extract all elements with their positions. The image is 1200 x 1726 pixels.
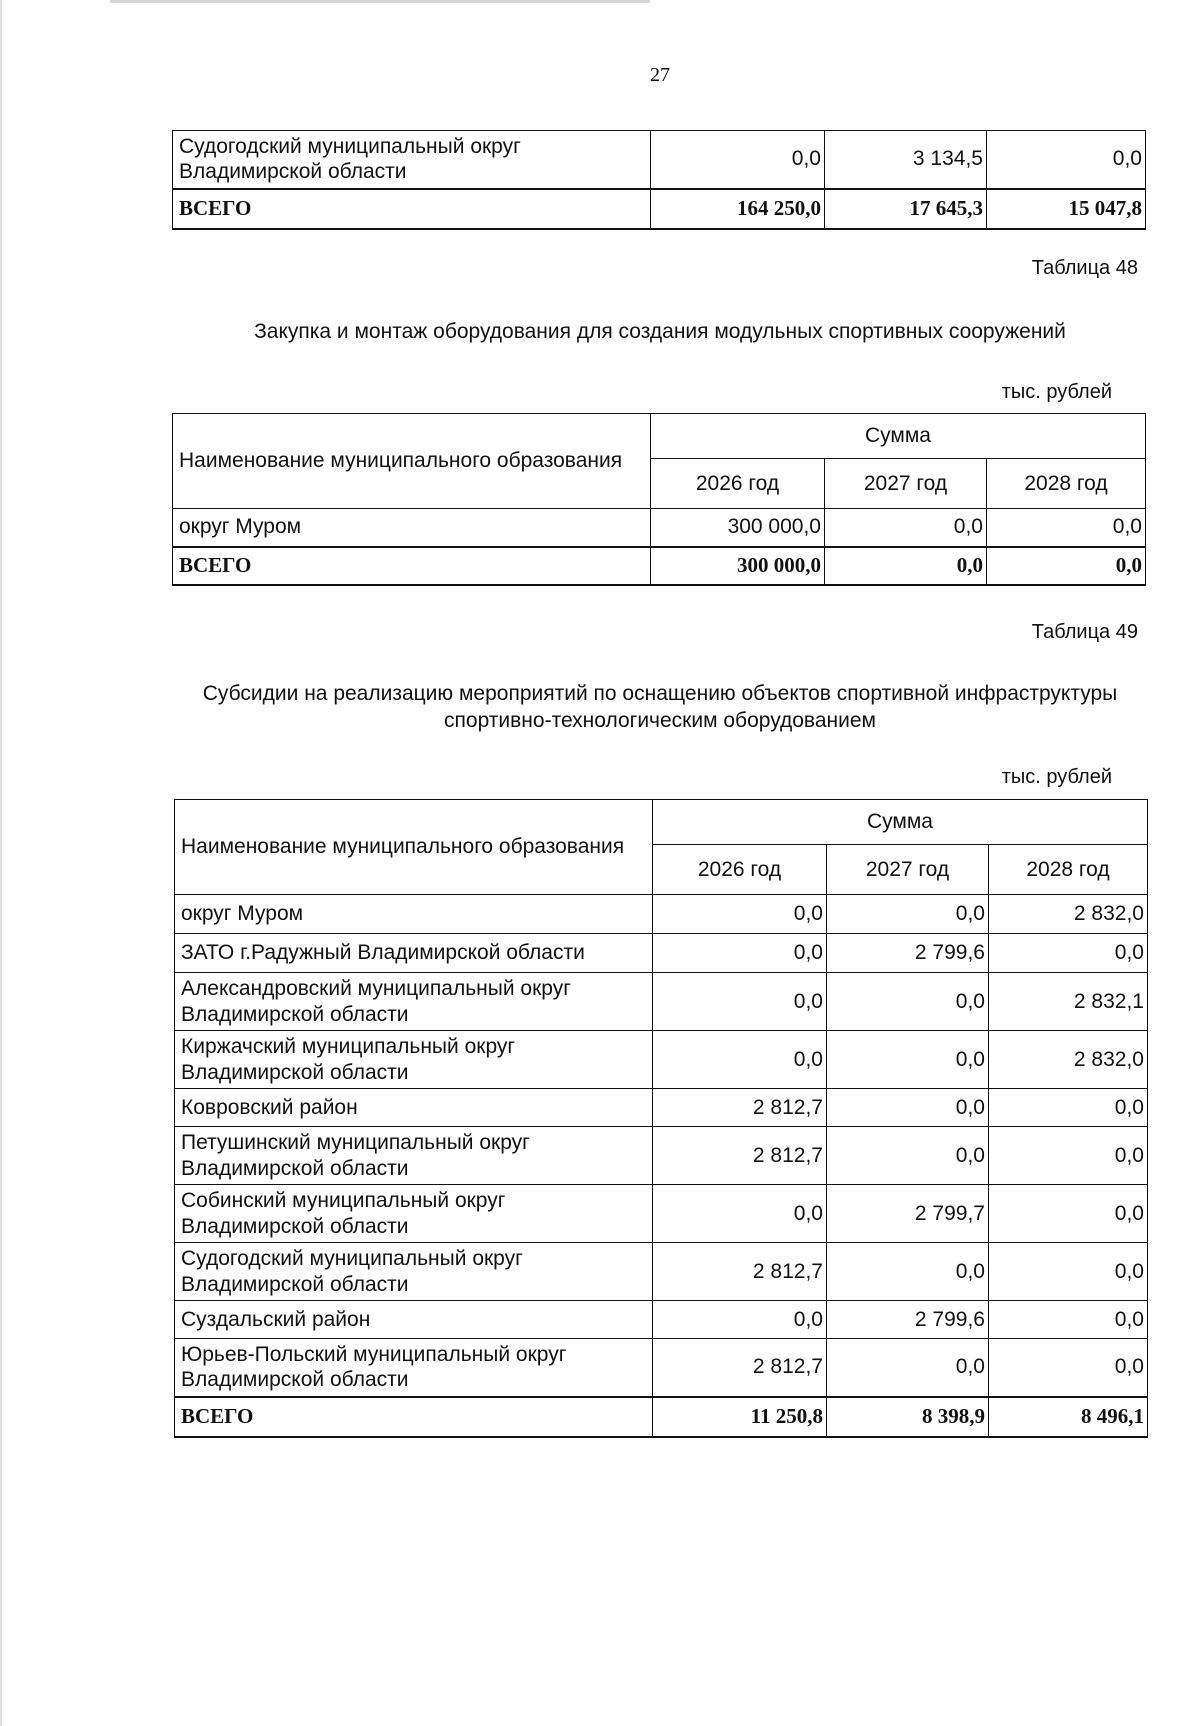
table-row: [175, 895, 1148, 934]
table-row: [175, 934, 1148, 973]
row-name: Судогодский муниципальный округ Владимирской области: [175, 1243, 653, 1301]
value-2027: 0,0: [827, 1243, 989, 1301]
total-2027: 17 645,3: [825, 189, 987, 229]
row-name: Александровский муниципальный округ Владимирской области: [175, 973, 653, 1031]
value-2028: 0,0: [989, 1127, 1148, 1185]
value-2026: 2 812,7: [653, 1127, 827, 1185]
header-2028: 2028 год: [989, 845, 1148, 895]
value-2026: 0,0: [653, 1301, 827, 1339]
table-row: [175, 1243, 1148, 1301]
value-2028: 2 832,1: [989, 973, 1148, 1031]
total-label: ВСЕГО: [173, 547, 651, 585]
table-49-title-line2: спортивно-технологическим оборудованием: [444, 709, 876, 733]
value-2027: 0,0: [827, 1089, 989, 1127]
header-sum: Сумма: [653, 800, 1148, 845]
header-2028: 2028 год: [987, 459, 1146, 509]
header-name-col: Наименование муниципального образования: [173, 414, 651, 509]
header-2026: 2026 год: [651, 459, 825, 509]
total-label: ВСЕГО: [173, 189, 651, 229]
value-2026: 2 812,7: [653, 1339, 827, 1397]
row-name: Ковровский район: [175, 1089, 653, 1127]
table-49: [174, 799, 1148, 1438]
table-48-title: Закупка и монтаж оборудования для создания модульных спортивных сооружений: [254, 320, 1066, 343]
value-2027: 0,0: [827, 973, 989, 1031]
table-row: [175, 973, 1148, 1031]
table-48-units: тыс. рублей: [1001, 381, 1112, 403]
value-2027: 2 799,6: [827, 934, 989, 973]
value-2027: 0,0: [827, 1031, 989, 1089]
page-number: 27: [650, 64, 670, 86]
table-49-title-line1: Субсидии на реализацию мероприятий по оснащению объектов спортивной инфраструктуры: [202, 682, 1118, 705]
total-2027: 8 398,9: [827, 1397, 989, 1437]
value-2026: 0,0: [651, 131, 825, 189]
header-2026: 2026 год: [653, 845, 827, 895]
table-49-units: тыс. рублей: [1001, 766, 1112, 788]
header-2027: 2027 год: [827, 845, 989, 895]
table-49-label: Таблица 49: [1031, 621, 1138, 643]
row-name: Собинский муниципальный округ Владимирской области: [175, 1185, 653, 1243]
header-name-col: Наименование муниципального образования: [175, 800, 653, 895]
value-2027: 0,0: [827, 1127, 989, 1185]
table-row: [173, 509, 1146, 547]
value-2028: 0,0: [989, 1089, 1148, 1127]
value-2027: 0,0: [827, 1339, 989, 1397]
value-2028: 0,0: [989, 1339, 1148, 1397]
total-2028: 15 047,8: [987, 189, 1146, 229]
value-2028: 0,0: [987, 509, 1146, 547]
total-2027: 0,0: [825, 547, 987, 585]
scan-artifact-edge: [0, 0, 2, 1726]
value-2028: 0,0: [989, 1185, 1148, 1243]
value-2028: 2 832,0: [989, 895, 1148, 934]
total-2028: 0,0: [987, 547, 1146, 585]
row-name: ЗАТО г.Радужный Владимирской области: [175, 934, 653, 973]
value-2026: 2 812,7: [653, 1089, 827, 1127]
value-2026: 0,0: [653, 1185, 827, 1243]
value-2028: 0,0: [987, 131, 1146, 189]
value-2028: 2 832,0: [989, 1031, 1148, 1089]
table-row: [175, 1127, 1148, 1185]
table-row: [175, 1031, 1148, 1089]
value-2027: 3 134,5: [825, 131, 987, 189]
table-48-label: Таблица 48: [1031, 257, 1138, 279]
table-header-row: [173, 414, 1146, 459]
value-2026: 0,0: [653, 934, 827, 973]
total-2028: 8 496,1: [989, 1397, 1148, 1437]
table-49-title: [170, 680, 1150, 735]
header-sum: Сумма: [651, 414, 1146, 459]
total-2026: 300 000,0: [651, 547, 825, 585]
value-2026: 0,0: [653, 895, 827, 934]
row-name: Киржачский муниципальный округ Владимирской области: [175, 1031, 653, 1089]
table-row: [173, 131, 1146, 189]
row-name: Суздальский район: [175, 1301, 653, 1339]
value-2027: 2 799,6: [827, 1301, 989, 1339]
row-name: Судогодский муниципальный округ Владимирской области: [173, 131, 651, 189]
scan-artifact-line: [110, 0, 650, 3]
table-total-row: [173, 189, 1146, 229]
value-2027: 0,0: [825, 509, 987, 547]
value-2026: 0,0: [653, 1031, 827, 1089]
table-previous-continuation: [172, 130, 1146, 230]
table-row: [175, 1185, 1148, 1243]
total-2026: 164 250,0: [651, 189, 825, 229]
table-row: [175, 1339, 1148, 1397]
table-total-row: [175, 1397, 1148, 1437]
table-row: [175, 1089, 1148, 1127]
table-48: [172, 413, 1146, 586]
total-2026: 11 250,8: [653, 1397, 827, 1437]
table-header-row: [175, 800, 1148, 845]
value-2026: 300 000,0: [651, 509, 825, 547]
total-label: ВСЕГО: [175, 1397, 653, 1437]
value-2027: 2 799,7: [827, 1185, 989, 1243]
row-name: округ Муром: [175, 895, 653, 934]
row-name: округ Муром: [173, 509, 651, 547]
value-2027: 0,0: [827, 895, 989, 934]
row-name: Петушинский муниципальный округ Владимирской области: [175, 1127, 653, 1185]
value-2026: 2 812,7: [653, 1243, 827, 1301]
row-name: Юрьев-Польский муниципальный округ Владимирской области: [175, 1339, 653, 1397]
value-2028: 0,0: [989, 934, 1148, 973]
header-2027: 2027 год: [825, 459, 987, 509]
value-2028: 0,0: [989, 1301, 1148, 1339]
table-row: [175, 1301, 1148, 1339]
value-2028: 0,0: [989, 1243, 1148, 1301]
value-2026: 0,0: [653, 973, 827, 1031]
table-total-row: [173, 547, 1146, 585]
